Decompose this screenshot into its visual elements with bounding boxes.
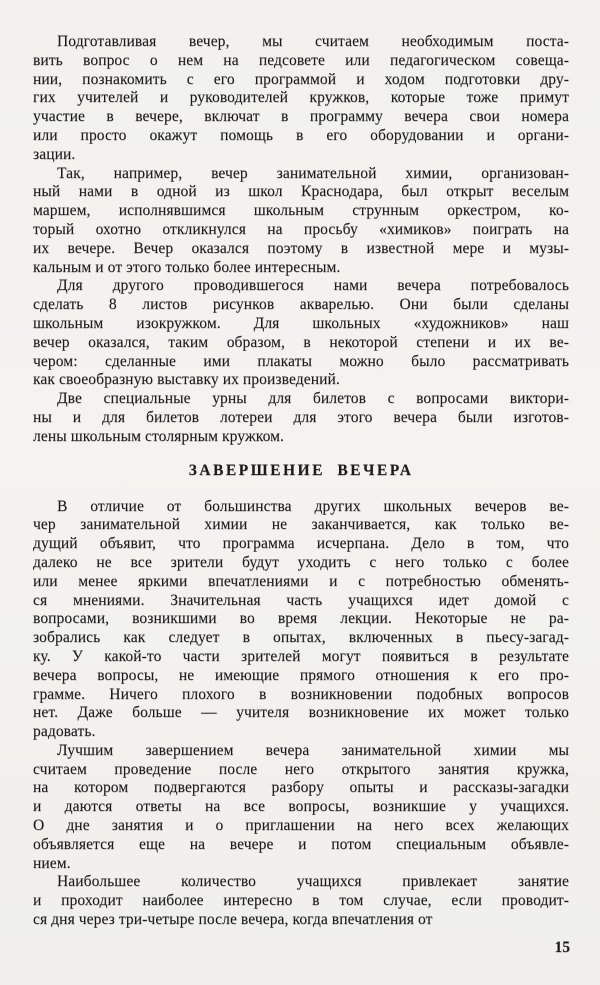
text-line: сделать 8 листов рисунков акварелью. Они были сделаны <box>33 296 569 314</box>
paragraph <box>33 390 569 446</box>
text-line: радовать. <box>33 723 96 741</box>
text-line: школьным изокружком. Для школьных «художников» наш <box>33 314 569 332</box>
text-line: чером: сделанные ими плакаты можно было рассматривать <box>33 352 569 370</box>
text-line: их вечере. Вечер оказался поэтому в известной мере и музы- <box>33 239 569 257</box>
section-preparation-text <box>33 33 569 447</box>
text-line: участие в вечере, включат в программу вечера свои номера <box>33 108 569 126</box>
page-number: 15 <box>554 939 570 956</box>
text-line: Наибольшее количество учащихся привлекает занятие <box>57 873 569 891</box>
text-line: зации. <box>33 145 76 163</box>
paragraph <box>33 742 569 874</box>
text-line: ся дня через три-четыре после вечера, когда впечатления от <box>33 911 433 929</box>
text-line: далеко не все зрители будут уходить с него только с более <box>33 553 569 571</box>
text-column <box>33 33 569 930</box>
text-line: и проходит наиболее интересно в том случае, если проводит- <box>33 892 569 910</box>
text-line: как своеобразную выставку их произведений. <box>33 371 340 389</box>
text-line: чер занимательной химии не заканчивается, как только ве- <box>33 516 569 534</box>
text-line: О дне занятия и о приглашении на него всех желающих <box>33 817 569 835</box>
paragraph <box>33 277 569 390</box>
text-line: лены школьным столярным кружком. <box>33 427 285 445</box>
text-line: нет. Даже больше — учителя возникновение их может только <box>33 704 569 722</box>
text-line: нии, познакомить с его программой и ходом подготовки дру- <box>33 70 569 88</box>
text-line: нием. <box>33 854 71 872</box>
text-line: гих учителей и руководителей кружков, которые тоже примут <box>33 89 569 107</box>
text-line: ку. У какой-то части зрителей могут появиться в результате <box>33 647 569 665</box>
paragraph <box>33 498 569 742</box>
text-line: вопросами, возникшими во время лекции. Некоторые не ра- <box>33 610 569 628</box>
text-line: объявляется еще на вечере и потом специальным объявле- <box>33 835 569 853</box>
paragraph <box>33 873 569 929</box>
text-line: торый охотно откликнулся на просьбу «химиков» поиграть на <box>33 220 569 238</box>
text-line: дущий объявит, что программа исчерпана. Дело в том, что <box>33 535 569 553</box>
text-line: Две специальные урны для билетов с вопросами виктори- <box>57 390 569 408</box>
paragraph <box>33 33 569 165</box>
section-heading: ЗАВЕРШЕНИЕ ВЕЧЕРА <box>188 461 414 479</box>
paragraph <box>33 165 569 278</box>
text-line: Для другого проводившегося нами вечера потребовалось <box>57 277 569 295</box>
text-line: вечера вопросы, не имеющие прямого отношения к его про- <box>33 666 569 684</box>
text-line: вить вопрос о нем на педсовете или педагогическом совеща- <box>33 51 569 69</box>
text-line: зобрались как следует в опытах, включенных в пьесу-загад- <box>33 629 569 647</box>
text-line: кальным и от этого только более интересным. <box>33 258 341 276</box>
text-line: ся мнениями. Значительная часть учащихся идет домой с <box>33 591 569 609</box>
text-line: В отличие от большинства других школьных вечеров ве- <box>57 497 569 515</box>
text-line: Так, например, вечер занимательной химии, организован- <box>57 164 569 182</box>
text-line: Лучшим завершением вечера занимательной химии мы <box>57 741 569 759</box>
text-line: ный нами в одной из школ Краснодара, был открыт веселым <box>33 183 569 201</box>
text-line: или просто окажут помощь в его оборудовании и органи- <box>33 126 569 144</box>
text-line: грамме. Ничего плохого в возникновении подобных вопросов <box>33 685 569 703</box>
text-line: на котором подвергаются разбору опыты и рассказы-загадки <box>33 779 569 797</box>
text-line: ны и для билетов лотереи для этого вечера были изготов- <box>33 408 569 426</box>
text-line: маршем, исполнявшимся школьным струнным оркестром, ко- <box>33 202 569 220</box>
text-line: Подготавливая вечер, мы считаем необходимым поста- <box>57 33 569 50</box>
text-line: и даются ответы на все вопросы, возникшие у учащихся. <box>33 798 569 816</box>
text-line: считаем проведение после него открытого занятия кружка, <box>33 760 569 778</box>
text-line: или менее яркими впечатлениями и с потребностью обменять- <box>33 572 569 590</box>
text-line: вечер оказался, таким образом, в некоторой степени и их ве- <box>33 333 569 351</box>
section-conclusion-text <box>33 498 569 930</box>
